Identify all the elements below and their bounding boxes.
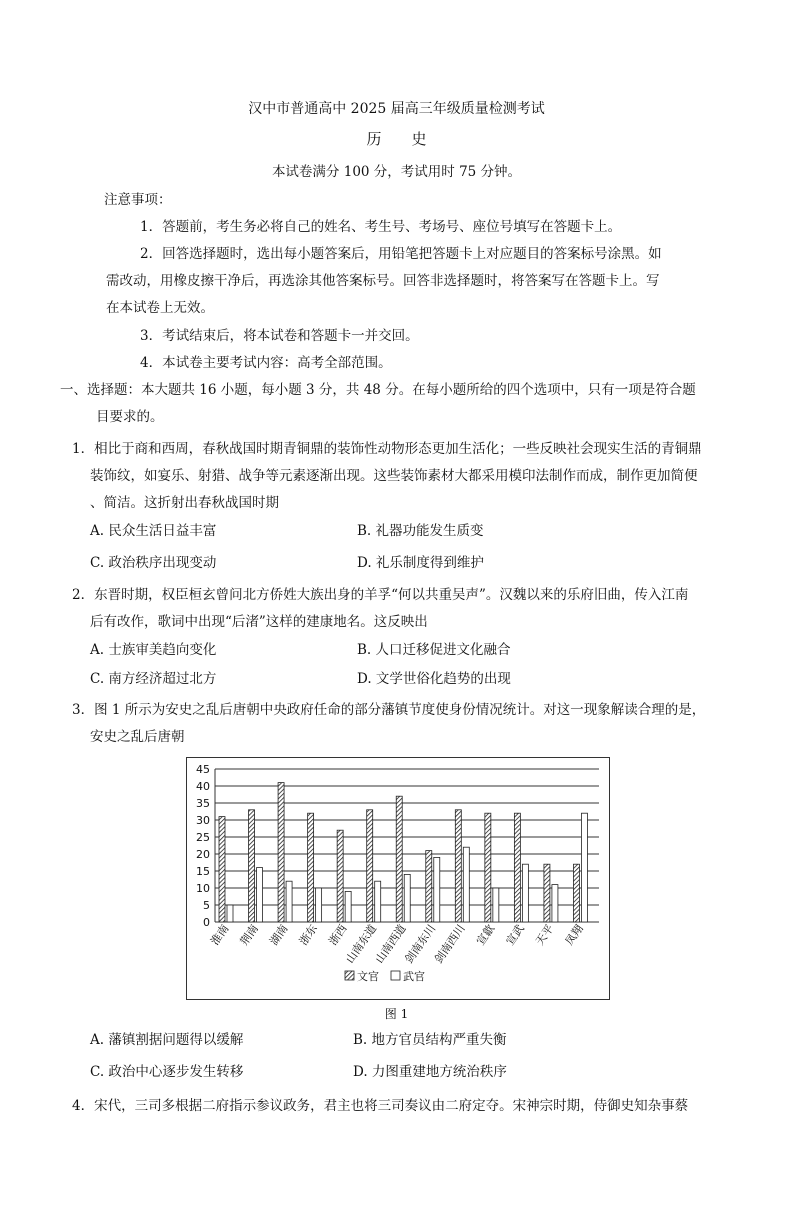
y-tick-label: 20: [196, 848, 210, 861]
q3-line-2: 安史之乱后唐朝: [90, 729, 185, 745]
x-tick-label: 浙西: [326, 922, 350, 948]
note-line-5: 3．考试结束后，将本试卷和答题卡一并交回。: [140, 328, 419, 344]
x-tick-label: 山南西道: [372, 922, 409, 966]
bar-wenguan: [544, 864, 550, 922]
y-tick-label: 40: [196, 780, 210, 793]
note-line-1: 1．答题前，考生务必将自己的姓名、考生号、考场号、座位号填写在答题卡上。: [140, 219, 622, 235]
section-heading-cont: 目要求的。: [96, 409, 164, 425]
bar-wuguan: [257, 868, 263, 922]
bar-wenguan: [219, 817, 225, 922]
bar-wenguan: [367, 810, 373, 922]
q3-option-c: C. 政治中心逐步发生转移: [90, 1064, 244, 1080]
q1-option-a: A. 民众生活日益丰富: [90, 523, 217, 539]
bar-wenguan: [573, 864, 579, 922]
notes-heading: 注意事项：: [104, 192, 172, 208]
q3-option-a: A. 藩镇割据问题得以缓解: [90, 1032, 244, 1048]
note-line-3: 需改动，用橡皮擦干净后，再选涂其他答案标号。回答非选择题时，将答案写在答题卡上。写: [106, 273, 660, 289]
bar-wuguan: [493, 888, 499, 922]
legend-swatch-wenguan: [345, 971, 354, 980]
x-tick-label: 荆南: [237, 922, 261, 948]
bar-wenguan: [308, 813, 314, 922]
bar-wenguan: [485, 813, 491, 922]
bar-wuguan: [227, 905, 233, 922]
bar-wuguan: [434, 857, 440, 922]
bar-wuguan: [552, 885, 558, 922]
bar-wenguan: [426, 851, 432, 922]
bar-wenguan: [337, 830, 343, 922]
x-tick-label: 凤翔: [562, 922, 586, 948]
q1-line-2: 装饰纹，如宴乐、射猎、战争等元素逐渐出现。这些装饰素材大都采用模印法制作而成，制作更加简便: [90, 468, 698, 484]
bar-wuguan: [581, 813, 587, 922]
x-tick-label: 浙东: [296, 922, 321, 948]
bar-wuguan: [345, 891, 351, 922]
q2-option-c: C. 南方经济超过北方: [90, 671, 217, 687]
bar-wuguan: [463, 847, 469, 922]
note-line-6: 4．本试卷主要考试内容：高考全部范围。: [140, 355, 392, 371]
q3-option-d: D. 力图重建地方统治秩序: [353, 1064, 507, 1080]
note-line-2: 2．回答选择题时，选出每小题答案后，用铅笔把答题卡上对应题目的答案标号涂黑。如: [140, 246, 662, 262]
bar-wuguan: [316, 888, 322, 922]
legend-swatch-wuguan: [391, 971, 400, 980]
bar-wenguan: [396, 796, 402, 922]
bar-wenguan: [278, 783, 284, 922]
y-tick-label: 25: [196, 831, 210, 844]
q1-option-c: C. 政治秩序出现变动: [90, 555, 217, 571]
bar-wenguan: [514, 813, 520, 922]
q1-option-b: B. 礼器功能发生质变: [357, 523, 484, 539]
subject-title: 历 史: [366, 130, 427, 148]
x-tick-label: 淮南: [208, 922, 232, 948]
q3-option-b: B. 地方官员结构严重失衡: [353, 1032, 507, 1048]
q2-line-1: 2．东晋时期，权臣桓玄曾问北方侨姓大族出身的羊孚“何以共重吴声”。汉魏以来的乐府旧曲，传入江南: [72, 587, 689, 603]
y-tick-label: 35: [196, 797, 210, 810]
y-tick-label: 10: [196, 882, 210, 895]
bar-wenguan: [249, 810, 255, 922]
figure-1-chart: [186, 757, 610, 1000]
q1-line-3: 、简洁。这折射出春秋战国时期: [90, 495, 279, 511]
q2-option-d: D. 文学世俗化趋势的出现: [357, 671, 511, 687]
q1-line-1: 1．相比于商和西周，春秋战国时期青铜鼎的装饰性动物形态更加生活化；一些反映社会现实生活的青铜鼎: [72, 441, 702, 457]
q1-option-d: D. 礼乐制度得到维护: [357, 555, 484, 571]
q4-line-1: 4．宋代，三司多根据二府指示参议政务，君主也将三司奏议由二府定夺。宋神宗时期，侍御史知杂事蔡: [72, 1098, 689, 1114]
x-tick-label: 宣武: [503, 922, 527, 948]
q2-option-a: A. 士族审美趋向变化: [90, 642, 217, 658]
section-heading: 一、选择题：本大题共 16 小题，每小题 3 分，共 48 分。在每小题所给的四个选项中，只有一项是符合题: [60, 382, 696, 398]
q2-line-2: 后有改作，歌词中出现“后渚”这样的建康地名。这反映出: [90, 614, 428, 630]
bar-wuguan: [375, 881, 381, 922]
note-line-4: 在本试卷上无效。: [106, 300, 214, 316]
y-tick-label: 30: [196, 814, 210, 827]
x-tick-label: 天平: [533, 922, 557, 948]
y-tick-label: 45: [196, 763, 210, 776]
bar-wuguan: [286, 881, 292, 922]
exam-title: 汉中市普通高中 2025 届高三年级质量检测考试: [248, 101, 545, 117]
q3-line-1: 3．图 1 所示为安史之乱后唐朝中央政府任命的部分藩镇节度使身份情况统计。对这一现象解读合理的是，: [72, 702, 706, 718]
bar-wenguan: [455, 810, 461, 922]
x-tick-label: 宣歙: [474, 922, 498, 948]
bar-chart-svg: [187, 758, 609, 999]
figure-caption: 图 1: [384, 1007, 409, 1021]
x-tick-label: 湖南: [267, 922, 291, 948]
x-tick-label: 剑南东川: [402, 922, 439, 966]
bar-wuguan: [522, 864, 528, 922]
legend-label-wenguan: 文官: [357, 970, 379, 983]
legend-label-wuguan: 武官: [403, 970, 425, 983]
y-tick-label: 15: [196, 865, 210, 878]
exam-info: 本试卷满分 100 分，考试用时 75 分钟。: [271, 164, 522, 180]
y-tick-label: 5: [203, 899, 210, 912]
x-tick-label: 剑南西川: [431, 922, 468, 966]
q2-option-b: B. 人口迁移促进文化融合: [357, 642, 511, 658]
y-tick-label: 0: [203, 916, 210, 929]
x-tick-label: 山南东道: [343, 922, 380, 966]
bar-wuguan: [404, 874, 410, 922]
